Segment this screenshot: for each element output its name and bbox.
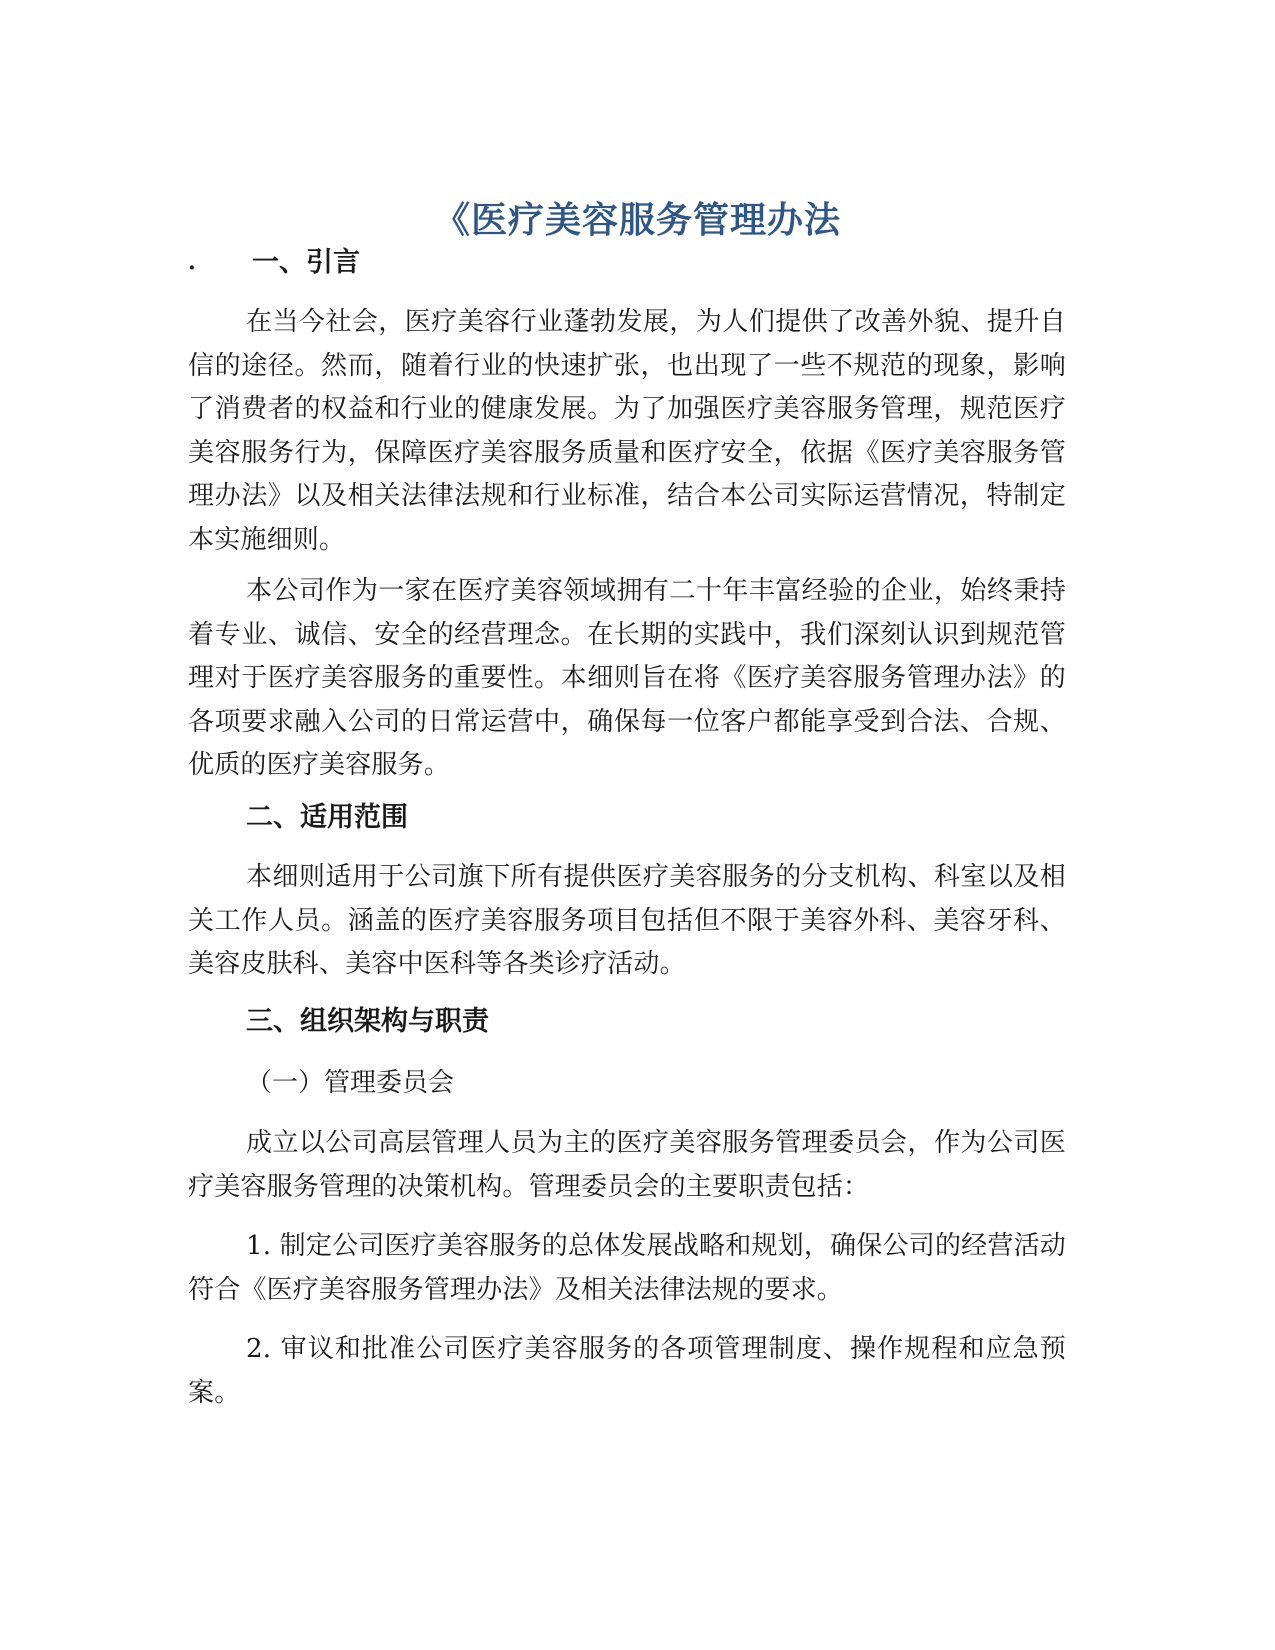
paragraph-committee-block bbox=[188, 1122, 1066, 1209]
section-heading-introduction bbox=[188, 241, 1066, 284]
list-item-2: 2. 审议和批准公司医疗美容服务的各项管理制度、操作规程和应急预案。 bbox=[188, 1334, 1066, 1408]
list-item-1: 1. 制定公司医疗美容服务的总体发展战略和规划，确保公司的经营活动符合《医疗美容服务管理办法》及相关法律法规的要求。 bbox=[188, 1231, 1066, 1305]
paragraph-1-block bbox=[188, 301, 1066, 562]
paragraph-intro-1: 在当今社会，医疗美容行业蓬勃发展，为人们提供了改善外貌、提升自信的途径。然而，随着行业的快速扩张，也出现了一些不规范的现象，影响了消费者的权益和行业的健康发展。为了加强医疗美容服务管理，规范医疗美容服务行为，保障医疗美容服务质量和医疗安全，依据《医疗美容服务管理办法》以及相关法律法规和行业标准，结合本公司实际运营情况，特制定本实施细则。 bbox=[188, 307, 1066, 555]
document-title: 《医疗美容服务管理办法 bbox=[433, 200, 841, 241]
list-item-1-block bbox=[188, 1225, 1066, 1312]
bullet-marker: · bbox=[188, 255, 196, 281]
section-heading-organization bbox=[188, 1000, 1066, 1043]
paragraph-intro-2: 本公司作为一家在医疗美容领域拥有二十年丰富经验的企业，始终秉持着专业、诚信、安全的经营理念。在长期的实践中，我们深刻认识到规范管理对于医疗美容服务的重要性。本细则旨在将《医疗美容服务管理办法》的各项要求融入公司的日常运营中，确保每一位客户都能享受到合法、合规、优质的医疗美容服务。 bbox=[188, 576, 1066, 780]
subheading-committee: （一）管理委员会 bbox=[246, 1068, 455, 1098]
list-item-2-block bbox=[188, 1328, 1066, 1415]
paragraph-2-block bbox=[188, 570, 1066, 788]
paragraph-committee: 成立以公司高层管理人员为主的医疗美容服务管理委员会，作为公司医疗美容服务管理的决策机构。管理委员会的主要职责包括： bbox=[188, 1128, 1066, 1202]
heading-introduction: 一、引言 bbox=[252, 247, 360, 278]
paragraph-scope-block bbox=[188, 856, 1066, 987]
section-heading-scope bbox=[188, 796, 1066, 839]
heading-scope: 二、适用范围 bbox=[246, 802, 408, 833]
heading-organization: 三、组织架构与职责 bbox=[246, 1006, 489, 1037]
subheading-committee-block bbox=[188, 1062, 1066, 1105]
paragraph-scope: 本细则适用于公司旗下所有提供医疗美容服务的分支机构、科室以及相关工作人员。涵盖的医疗美容服务项目包括但不限于美容外科、美容牙科、美容皮肤科、美容中医科等各类诊疗活动。 bbox=[188, 862, 1066, 979]
